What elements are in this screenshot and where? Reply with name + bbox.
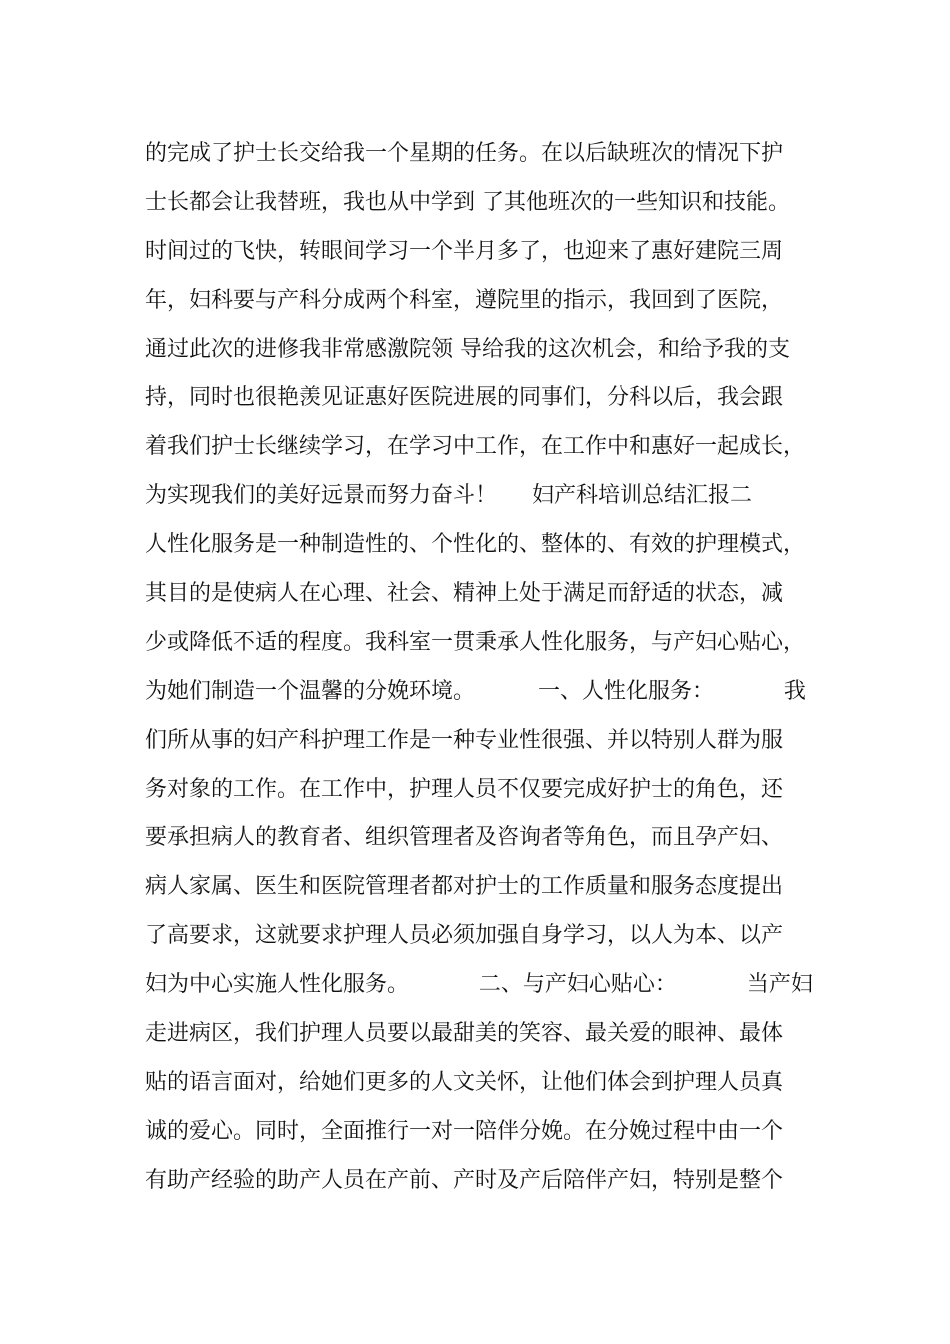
- text-line: 士长都会让我替班，我也从中学到 了其他班次的一些知识和技能。: [145, 189, 790, 215]
- text-line: 通过此次的进修我非常感激院领 导给我的这次机会，和给予我的支: [145, 336, 790, 362]
- text-line: 年，妇科要与产科分成两个科室，遵院里的指示，我回到了医院，: [145, 287, 784, 313]
- text-line: 时间过的飞快，转眼间学习一个半月多了，也迎来了惠好建院三周: [145, 238, 784, 264]
- text-line: 病人家属、医生和医院管理者都对护士的工作质量和服务态度提出: [145, 874, 784, 900]
- text-line: 有助产经验的助产人员在产前、产时及产后陪伴产妇，特别是整个: [145, 1167, 784, 1193]
- text-line: 要承担病人的教育者、组织管理者及咨询者等角色，而且孕产妇、: [145, 825, 784, 851]
- text-line: 少或降低不适的程度。我科室一贯秉承人性化服务，与产妇心贴心，: [145, 629, 806, 655]
- text-line: 走进病区，我们护理人员要以最甜美的笑容、最关爱的眼神、最体: [145, 1021, 784, 1047]
- text-line: 其目的是使病人在心理、社会、精神上处于满足而舒适的状态，减: [145, 581, 784, 607]
- text-line: 为她们制造一个温馨的分娩环境。 一、人性化服务： 我: [145, 678, 806, 704]
- text-line: 着我们护士长继续学习，在学习中工作，在工作中和惠好一起成长，: [145, 434, 806, 460]
- text-line: 务对象的工作。在工作中，护理人员不仅要完成好护士的角色，还: [145, 776, 784, 802]
- text-line: 诚的爱心。同时，全面推行一对一陪伴分娩。在分娩过程中由一个: [145, 1118, 784, 1144]
- text-line: 人性化服务是一种制造性的、个性化的、整体的、有效的护理模式，: [145, 532, 806, 558]
- text-line: 妇为中心实施人性化服务。 二、与产妇心贴心： 当产妇: [145, 972, 813, 998]
- text-line: 为实现我们的美好远景而努力奋斗！ 妇产科培训总结汇报二: [145, 483, 752, 509]
- text-line: 了高要求，这就要求护理人员必须加强自身学习，以人为本、以产: [145, 923, 784, 949]
- text-line: 持，同时也很艳羡见证惠好医院进展的同事们，分科以后，我会跟: [145, 385, 784, 411]
- document-body: [145, 130, 835, 1206]
- text-line: 贴的语言面对，给她们更多的人文关怀，让他们体会到护理人员真: [145, 1069, 784, 1095]
- text-line: 的完成了护士长交给我一个星期的任务。在以后缺班次的情况下护: [145, 141, 784, 166]
- text-line: 们所从事的妇产科护理工作是一种专业性很强、并以特别人群为服: [145, 727, 784, 753]
